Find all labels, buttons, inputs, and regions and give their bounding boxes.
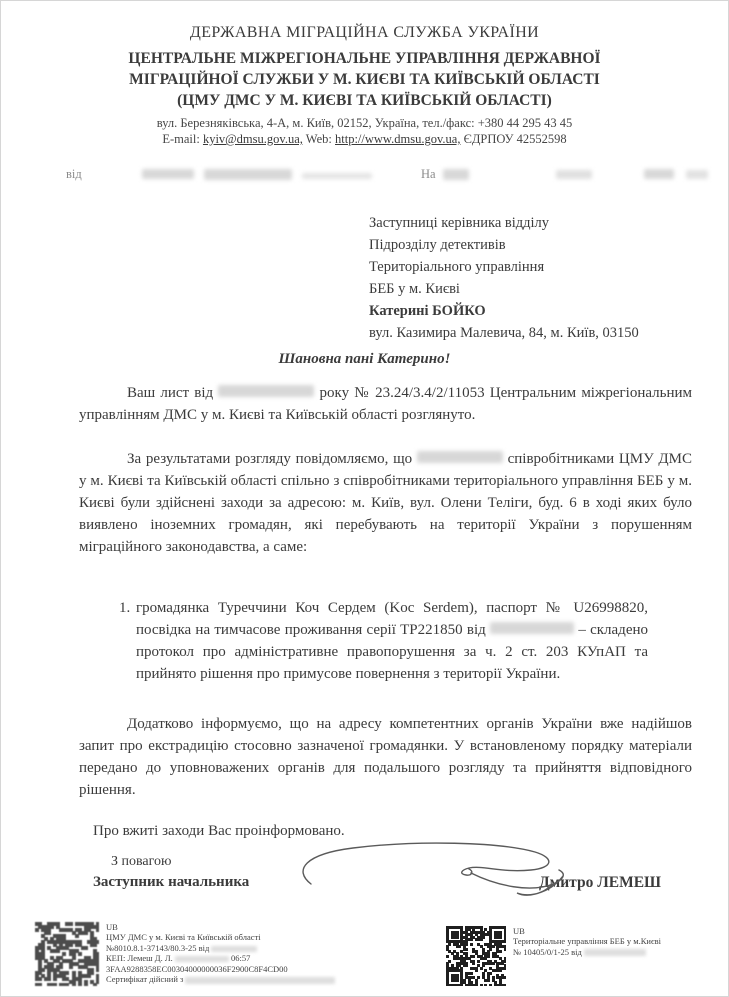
paragraph-inspection-results	[79, 448, 692, 558]
qr-code-icon	[446, 926, 506, 986]
signer-title: Заступник начальника	[93, 874, 250, 890]
salutation: Шановна пані Катерино!	[278, 351, 451, 367]
redaction	[686, 170, 708, 179]
edrpou-code: ЄДРПОУ 42552598	[463, 132, 567, 146]
recipient-line: Підрозділу детективів	[369, 237, 506, 253]
item1-text-a: громадянка Туреччини Коч Сердем (Koc Serdem), паспорт № U26998820, посвідка на тимчасове проживання серії ТР221850 від	[136, 600, 648, 638]
paragraph-closing: Про вжиті заходи Вас проінформовано.	[93, 823, 345, 839]
stamp-doc-number: №8010.8.1-37143/80.3-25 від	[106, 942, 210, 953]
registration-stamp-right	[446, 926, 661, 986]
list-item-text	[136, 597, 648, 685]
item1-text-b: – складено протокол про адміністративне правопорушення за ч. 2 ст. 203 КУпАП та прийнято рішення про примусове повернення з території України.	[136, 622, 648, 682]
p2-text-b: співробітниками ЦМУ ДМС у м. Києві та Київській області спільно з співробітниками територіального управління БЕБ у м. Києві були здійснені заходи за адресою: м. Київ, вул. Олени Теліги, буд. 6 в ході яких було виявлено іноземних громадян, які перебувають на території України з порушенням міграційного законодавства, а саме:	[79, 451, 692, 555]
ref-to-label: На	[421, 167, 436, 181]
stamp-line: ЦМУ ДМС у м. Києві та Київській області	[106, 932, 261, 943]
stamp-cert-serial: 3FAA9288358EC00304000000036F2900C8F4CD00	[106, 963, 288, 974]
stamp-right-text	[513, 926, 661, 957]
recipient-address: вул. Казимира Малевича, 84, м. Київ, 03150	[369, 325, 639, 341]
stamp-line	[106, 943, 335, 953]
handwritten-signature-icon	[291, 838, 577, 906]
paragraph-extradition-info: Додатково інформуємо, що на адресу компетентних органів України вже надійшов запит про екстрадицію стосовно зазначеної громадянки. У встановленому порядку матеріали передано до уповноважених органів для подальшого розгляду та прийняття відповідного рішення.	[79, 716, 692, 798]
office-contacts	[1, 131, 728, 148]
redaction	[443, 169, 469, 180]
qr-code-icon	[35, 922, 99, 986]
stamp-line: Територіальне управління БЕБ у м.Києві	[513, 936, 661, 947]
redaction	[584, 949, 646, 956]
office-name-line1: ЦЕНТРАЛЬНЕ МІЖРЕГІОНАЛЬНЕ УПРАВЛІННЯ ДЕРЖАВНОЇ	[128, 50, 601, 67]
stamp-cert-valid-label: Сертифікат дійсний з	[106, 974, 184, 985]
p1-text-a: Ваш лист від	[127, 385, 214, 401]
p2-text-a: За результатами розгляду повідомляємо, що	[127, 451, 413, 467]
office-name-line2: МІГРАЦІЙНОЇ СЛУЖБИ У М. КИЄВІ ТА КИЇВСЬКІЙ ОБЛАСТІ	[129, 71, 600, 88]
esignature-stamp-left	[35, 922, 335, 986]
web-label: Web:	[305, 132, 332, 146]
recipient-line: Територіального управління	[369, 259, 545, 275]
redaction	[417, 451, 503, 463]
ref-from-label: від	[66, 167, 82, 181]
signer-name: Дмитро ЛЕМЕШ	[539, 874, 662, 891]
recipient-line: БЕБ у м. Києві	[369, 281, 460, 297]
recipient-line: Заступниці керівника відділу	[369, 215, 550, 231]
office-name	[1, 48, 728, 111]
stamp-line	[513, 947, 661, 957]
agency-name: ДЕРЖАВНА МІГРАЦІЙНА СЛУЖБА УКРАЇНИ	[189, 24, 540, 41]
office-address: вул. Березняківська, 4-А, м. Київ, 02152, Україна, тел./факс: +380 44 295 43 45	[156, 116, 573, 130]
stamp-line	[106, 953, 335, 963]
stamp-line	[106, 974, 335, 984]
redaction	[142, 169, 194, 179]
redaction	[185, 977, 335, 984]
p1-text-b: року № 23.24/3.4/2/11053 Центральним міжрегіональним управлінням ДМС у м. Києві та Київській області розглянуто.	[79, 385, 693, 423]
redaction	[490, 622, 574, 634]
stamp-kep-signer: КЕП: Лемеш Д. Л.	[106, 953, 173, 964]
redaction	[644, 169, 674, 179]
list-item-number: 1.	[119, 600, 131, 616]
redaction	[556, 170, 592, 179]
office-name-line3: (ЦМУ ДМС У М. КИЄВІ ТА КИЇВСЬКІЙ ОБЛАСТІ)	[177, 92, 552, 109]
web-link[interactable]: http://www.dmsu.gov.ua,	[335, 132, 461, 146]
signature-regards: З повагою	[111, 854, 172, 869]
redaction	[175, 956, 229, 962]
redaction	[204, 169, 292, 180]
email-label: E-mail:	[162, 132, 200, 146]
letterhead	[1, 1, 728, 148]
stamp-kep-time: 06:57	[230, 953, 251, 964]
recipient-block	[369, 212, 639, 344]
email-link[interactable]: kyiv@dmsu.gov.ua,	[202, 132, 303, 146]
signature-block	[79, 852, 700, 922]
list-item-citizen	[119, 597, 648, 685]
reference-row	[66, 167, 710, 183]
redaction	[218, 385, 314, 397]
paragraph-your-letter	[79, 382, 692, 426]
redaction	[302, 173, 372, 179]
stamp-line: UB	[106, 922, 118, 932]
stamp-line: UB	[513, 926, 525, 936]
stamp-left-text	[106, 922, 335, 984]
redaction	[211, 946, 257, 952]
stamp-doc-number: № 10405/0/1-25 від	[513, 946, 582, 957]
recipient-name: Катерині БОЙКО	[369, 303, 486, 319]
